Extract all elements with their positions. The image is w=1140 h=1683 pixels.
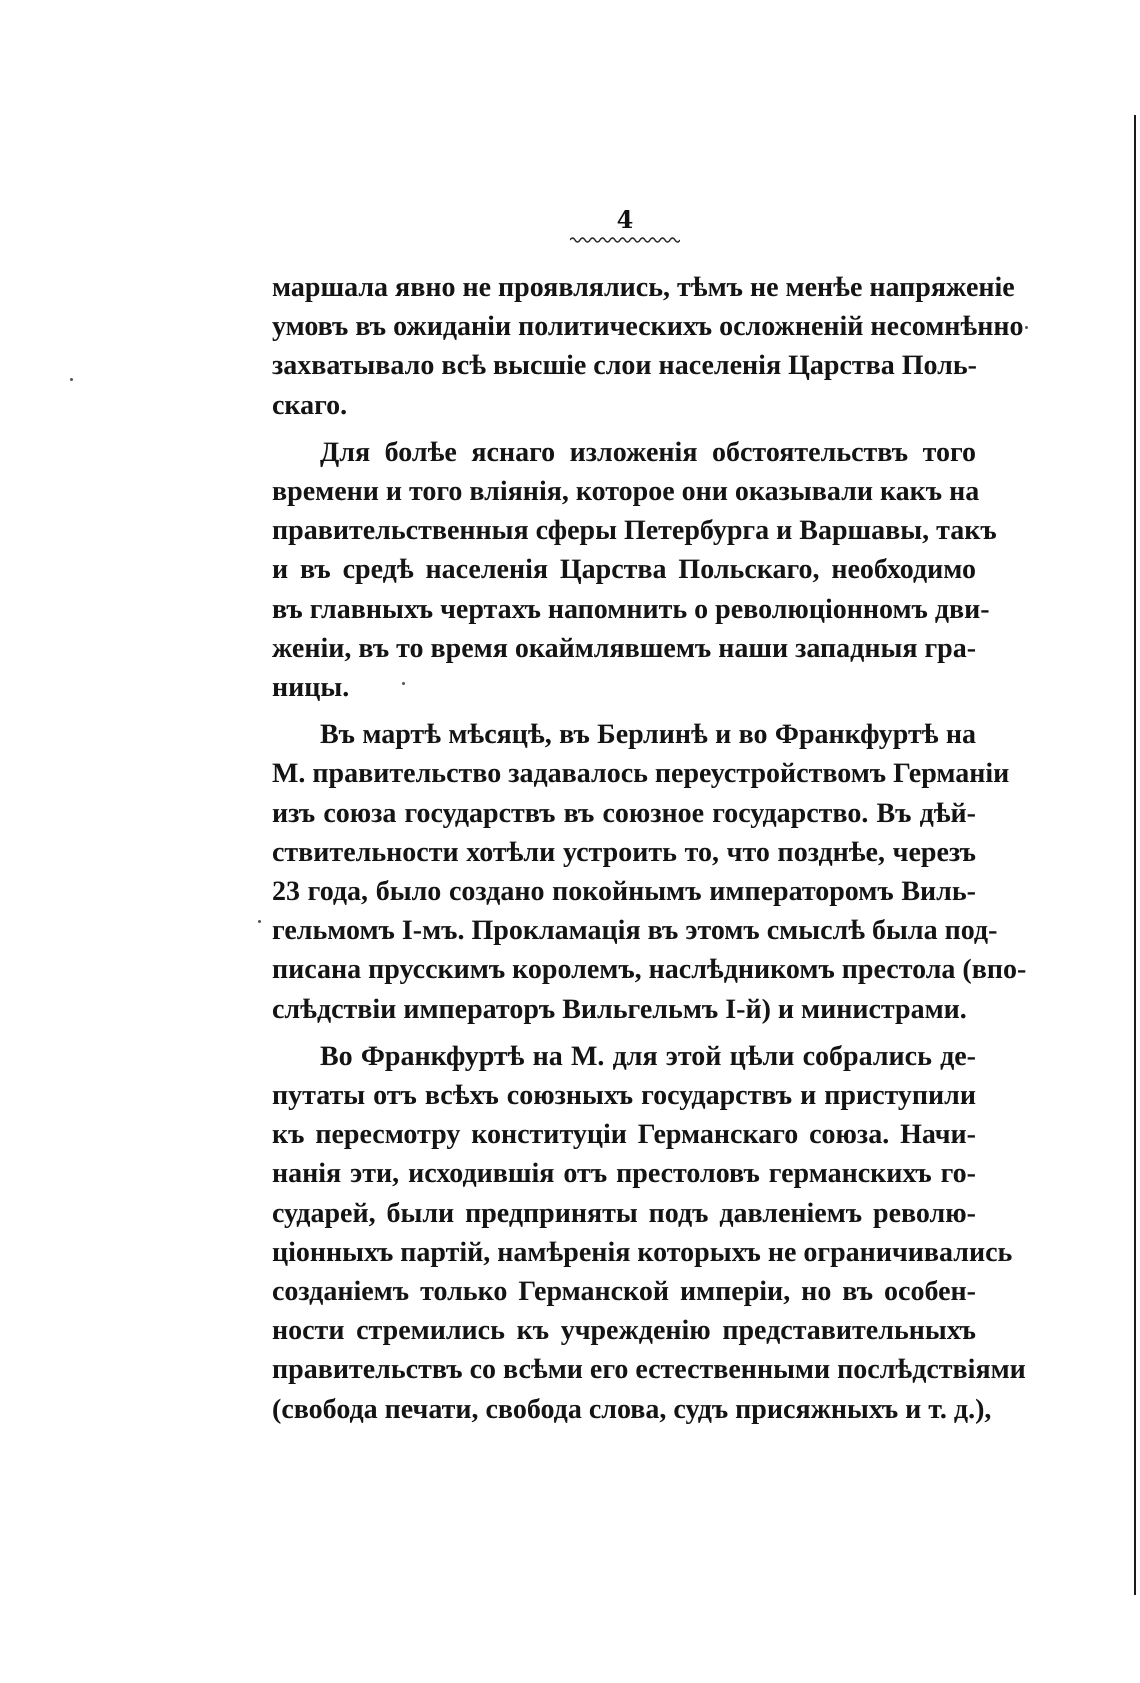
text-line: созданіемъ только Германской имперіи, но въ особен- <box>272 1276 976 1308</box>
text-line: ности стремились къ учрежденію представительныхъ <box>272 1315 976 1347</box>
scan-speck <box>1025 326 1028 329</box>
text-line: нанія эти, исходившія отъ престоловъ германскихъ го- <box>272 1158 976 1190</box>
text-line: М. правительство задавалось переустройствомъ Германіи <box>272 758 1010 790</box>
text-line: слѣдствіи императоръ Вильгельмъ I-й) и министрами. <box>272 993 967 1025</box>
text-line: (свобода печати, свобода слова, судъ присяжныхъ и т. д.), <box>272 1393 992 1425</box>
text-line: времени и того вліянія, которое они оказывали какъ на <box>272 476 980 508</box>
text-line: женіи, въ то время окаймлявшемъ наши западныя гра- <box>272 632 977 664</box>
text-line: правительственныя сферы Петербурга и Варшавы, такъ <box>272 515 997 547</box>
text-line: ницы. <box>272 672 350 704</box>
text-line: изъ союза государствъ въ союзное государство. Въ дѣй- <box>272 797 976 829</box>
text-line: ствительности хотѣли устроить то, что позднѣе, черезъ <box>272 836 976 868</box>
text-line: Въ мартѣ мѣсяцѣ, въ Берлинѣ и во Франкфуртѣ на <box>320 719 976 751</box>
paragraph <box>272 268 1024 425</box>
text-line: Во Франкфуртѣ на М. для этой цѣли собрались де- <box>320 1040 976 1072</box>
text-line: къ пересмотру конституціи Германскаго союза. Начи- <box>272 1119 976 1151</box>
paragraph <box>272 433 997 707</box>
text-line: 23 года, было создано покойнымъ императоромъ Виль- <box>272 876 976 908</box>
text-line: правительствъ со всѣми его естественными послѣдствіями <box>272 1354 1026 1386</box>
text-line: захватывало всѣ высшіе слои населенія Царства Поль- <box>272 350 977 382</box>
page-header <box>560 205 690 255</box>
text-line: и въ средѣ населенія Царства Польскаго, необходимо <box>272 554 976 586</box>
body-text <box>272 268 1027 1437</box>
text-line: Для болѣе яснаго изложенія обстоятельствъ того <box>320 436 976 468</box>
paragraph <box>272 715 1027 1029</box>
text-line: маршала явно не проявлялись, тѣмъ не менѣе напряженіе <box>272 272 1015 303</box>
text-line: гельмомъ I-мъ. Прокламація въ этомъ смыслѣ была под- <box>272 915 998 947</box>
text-line: скаго. <box>272 389 348 421</box>
text-line: въ главныхъ чертахъ напомнить о революціонномъ дви- <box>272 593 990 625</box>
text-line: сударей, были предприняты подъ давленіемъ револю- <box>272 1197 976 1229</box>
text-line: умовъ въ ожиданіи политическихъ осложненій несомнѣнно <box>272 311 1024 343</box>
wavy-rule-ornament <box>570 235 680 245</box>
page-edge-line <box>1134 115 1136 1595</box>
scan-speck <box>258 920 261 923</box>
text-line: путаты отъ всѣхъ союзныхъ государствъ и приступили <box>272 1080 976 1112</box>
paragraph <box>272 1037 1026 1429</box>
page-number: 4 <box>616 205 634 234</box>
text-line: ціонныхъ партій, намѣренія которыхъ не ограничивались <box>272 1236 1013 1268</box>
scan-speck <box>70 378 73 381</box>
text-line: писана прусскимъ королемъ, наслѣдникомъ престола (впо- <box>272 954 1027 986</box>
